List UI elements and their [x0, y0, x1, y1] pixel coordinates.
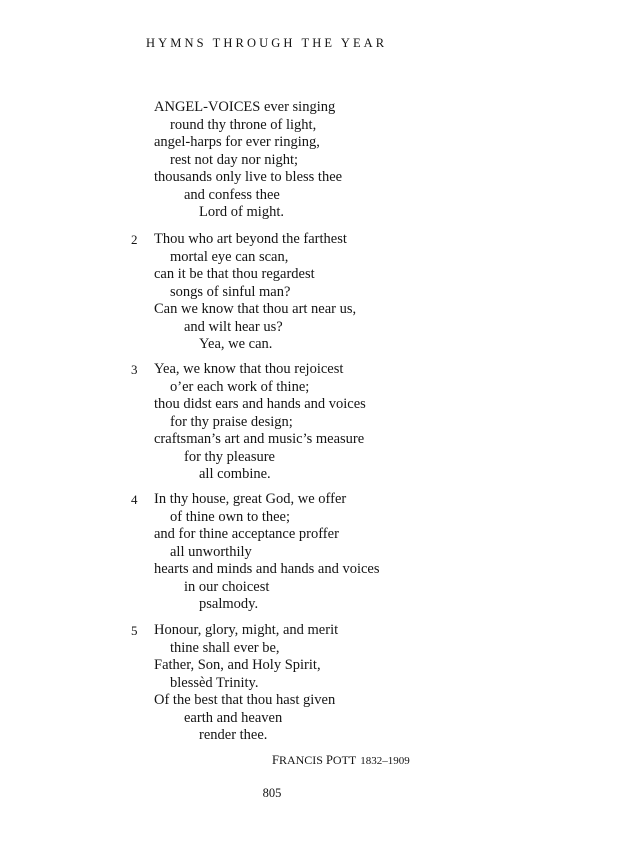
verse-line: Of the best that thou hast given [154, 692, 336, 708]
author-attribution [272, 753, 410, 768]
verse-line: and confess thee [184, 186, 280, 203]
verse-line: all combine. [199, 466, 271, 482]
verse-line: blessèd Trinity. [170, 674, 259, 691]
verse-line: angel-harps for ever ringing, [154, 134, 320, 150]
verse-line: In thy house, great God, we offer [154, 491, 347, 507]
verse-line: all unworthily [170, 543, 252, 560]
author-dates: 1832–1909 [360, 755, 410, 767]
verse-line: for thy praise design; [170, 413, 293, 430]
verse-line: can it be that thou regardest [154, 266, 315, 282]
verse-line: Father, Son, and Holy Spirit, [154, 657, 321, 673]
verse-line: thou didst ears and hands and voices [154, 396, 366, 412]
verse-line: o’er each work of thine; [170, 378, 310, 395]
verse-line: craftsman’s art and music’s measure [154, 431, 365, 447]
stanza-number: 3 [131, 362, 138, 377]
verse-line: psalmody. [199, 596, 259, 612]
stanza-number: 4 [131, 492, 138, 507]
running-head: HYMNS THROUGH THE YEAR [146, 36, 388, 50]
verse-line: ANGEL-VOICES ever singing [154, 99, 336, 115]
verse-line: Thou who art beyond the farthest [154, 231, 347, 247]
verse-line: Lord of might. [199, 204, 284, 220]
verse-line: and for thine acceptance proffer [154, 526, 339, 542]
verse-line: Yea, we can. [199, 336, 273, 352]
verse-line: of thine own to thee; [170, 508, 291, 525]
stanza-number: 2 [131, 232, 138, 247]
author-name: FRANCIS POTT [272, 753, 357, 767]
verse-line: round thy throne of light, [170, 116, 317, 133]
verse-line: in our choicest [184, 578, 270, 595]
verse-line: and wilt hear us? [184, 318, 283, 335]
verse-line: for thy pleasure [184, 448, 275, 465]
verse-line: earth and heaven [184, 709, 283, 726]
verse-line: songs of sinful man? [170, 283, 291, 300]
verse-line: mortal eye can scan, [170, 248, 289, 265]
page-number-wrapper [0, 786, 640, 801]
stanza-number: 5 [131, 623, 138, 638]
verse-line: hearts and minds and hands and voices [154, 561, 380, 577]
verse-line: render thee. [199, 727, 268, 743]
verse-line: Can we know that thou art near us, [154, 301, 357, 317]
verse-line: Yea, we know that thou rejoicest [154, 361, 344, 377]
verse-line: thine shall ever be, [170, 639, 280, 656]
verse-line: thousands only live to bless thee [154, 169, 343, 185]
verse-line: Honour, glory, might, and merit [154, 622, 339, 638]
verse-line: rest not day nor night; [170, 151, 299, 168]
page-number: 805 [262, 786, 282, 800]
